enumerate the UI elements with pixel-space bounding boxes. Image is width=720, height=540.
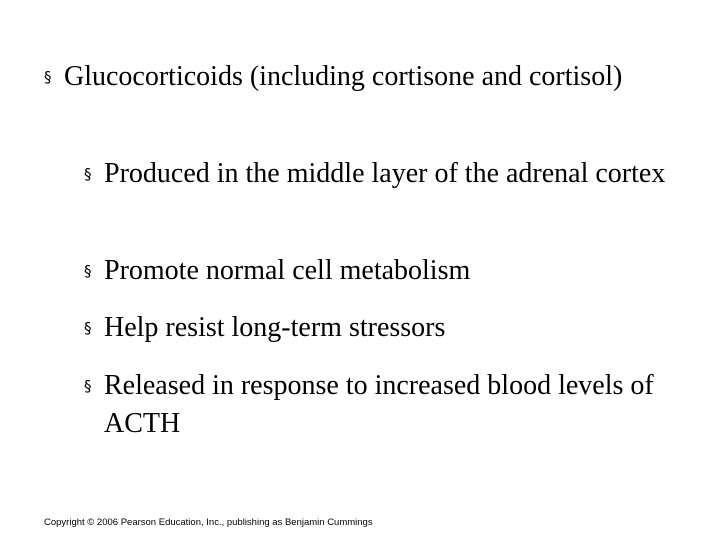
sub-bullet-text: Produced in the middle layer of the adrenal cortex	[104, 158, 666, 189]
sub-bullet	[84, 252, 694, 290]
sub-bullet	[84, 155, 694, 193]
bullet-marker-icon: §	[84, 377, 92, 395]
bullet-marker-icon: §	[84, 262, 92, 280]
main-bullet	[44, 58, 644, 96]
main-bullet-text: Glucocorticoids (including cortisone and cortisol)	[64, 61, 623, 92]
sub-bullet-text: Released in response to increased blood levels of ACTH	[104, 370, 654, 439]
sub-bullet-text: Promote normal cell metabolism	[104, 255, 471, 286]
bullet-marker-icon: §	[84, 319, 92, 337]
bullet-marker-icon: §	[84, 165, 92, 183]
bullet-marker-icon: §	[44, 68, 52, 86]
copyright-notice: Copyright © 2006 Pearson Education, Inc., publishing as Benjamin Cummings	[44, 517, 373, 528]
sub-bullet	[84, 367, 694, 443]
sub-bullet	[84, 309, 694, 347]
sub-bullet-text: Help resist long-term stressors	[104, 312, 446, 343]
